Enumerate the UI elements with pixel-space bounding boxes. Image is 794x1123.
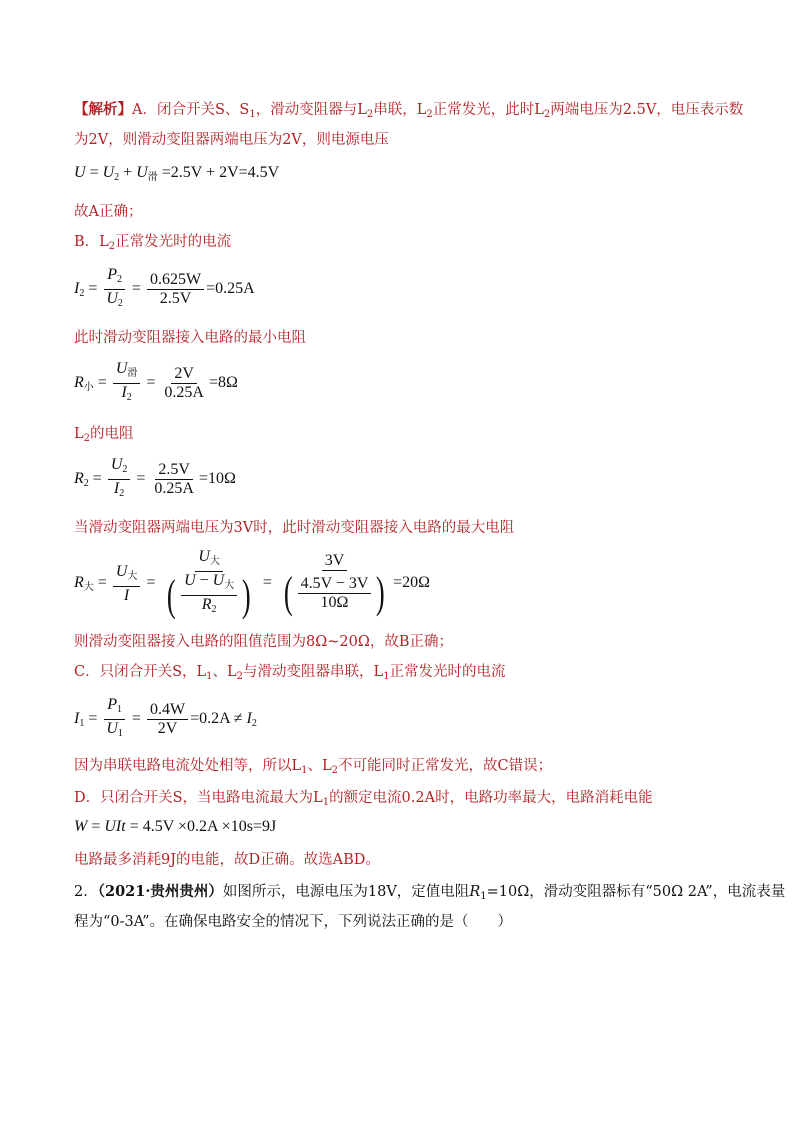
analysis-b-conclusion: 则滑动变阻器接入电路的阻值范围为8Ω~20Ω，故B正确； — [74, 634, 454, 650]
analysis-d-line1: D．只闭合开关S，当电路电流最大为$L_1$的额定电流0.2A时，电路功率最大，电路消耗电能 — [74, 790, 653, 808]
question-text-1: 如图所示，电源电压为18V，定值电阻$R_1=10\Omega$，滑动变阻器标有“50Ω 2A”，电流表量 — [222, 884, 786, 902]
analysis-c-line1: C．只闭合开关S，$L_1$、$L_2$与滑动变阻器串联，$L_1$正常发光时的电流 — [74, 664, 506, 682]
analysis-a-conclusion: 故A正确； — [74, 204, 143, 220]
analysis-line-a2: 为2V，则滑动变阻器两端电压为2V，则电源电压 — [74, 132, 389, 148]
question-2-line2: 程为“0-3A”。在确保电路安全的情况下，下列说法正确的是（ ） — [74, 914, 513, 930]
equation-w: W = UIt = 4.5V ×0.2A ×10s=9J — [74, 818, 277, 835]
analysis-tag: 【解析】 — [74, 101, 132, 118]
equation-r2: $R_2$ = $\frac{U_2}{I_2}$ = $\frac{2.5V}{0.25A}$ =10Ω — [74, 456, 236, 499]
question-2-line1 — [74, 882, 785, 907]
equation-i2: $I_2$ = $\frac{P_2}{U_2}$ = $\frac{0.625W}{2.5V}$ =0.25A — [74, 266, 255, 309]
equation-i1: $I_1$ = $\frac{P_1}{U_1}$ = $\frac{0.4W}{2V}$ $=0.2A \ne I_2$ — [74, 696, 257, 739]
analysis-d-conclusion: 电路最多消耗9J的电能，故D正确。故选ABD。 — [74, 852, 380, 868]
analysis-b-line4: 当滑动变阻器两端电压为3V时，此时滑动变阻器接入电路的最大电阻 — [74, 520, 515, 536]
analysis-line-a1 — [74, 100, 743, 125]
analysis-b-line3: $L_2$的电阻 — [74, 426, 134, 444]
equation-rmax: $R_大$ = $\frac{U_大}{I}$ = $U_大$ ( $\frac{U - U_大}{R_2}$ ) = 3V ( $\frac{4.5V - 3V}{10\Omega}$ ) =20Ω — [74, 548, 430, 620]
equation-rmin: $R_小$ = $\frac{U_滑}{I_2}$ = $\frac{2V}{0.25A}$ =8Ω — [74, 360, 238, 403]
analysis-b-line1: B．$L_2$正常发光时的电流 — [74, 234, 232, 252]
analysis-c-conclusion: 因为串联电路电流处处相等，所以$L_1$、$L_2$不可能同时正常发光，故C错误； — [74, 758, 553, 776]
question-source: （2021·贵州贵州） — [97, 883, 223, 900]
analysis-b-line2: 此时滑动变阻器接入电路的最小电阻 — [74, 330, 306, 346]
analysis-a-text: A．闭合开关S、$S_1$，滑动变阻器与$L_2$串联，$L_2$正常发光，此时$L_2$两端电压为2.5V，电压表示数 — [132, 102, 744, 120]
equation-u: $U = U_2 + U_滑 =2.5V + 2V=4.5V$ — [74, 164, 280, 183]
question-number: 2． — [74, 884, 98, 900]
